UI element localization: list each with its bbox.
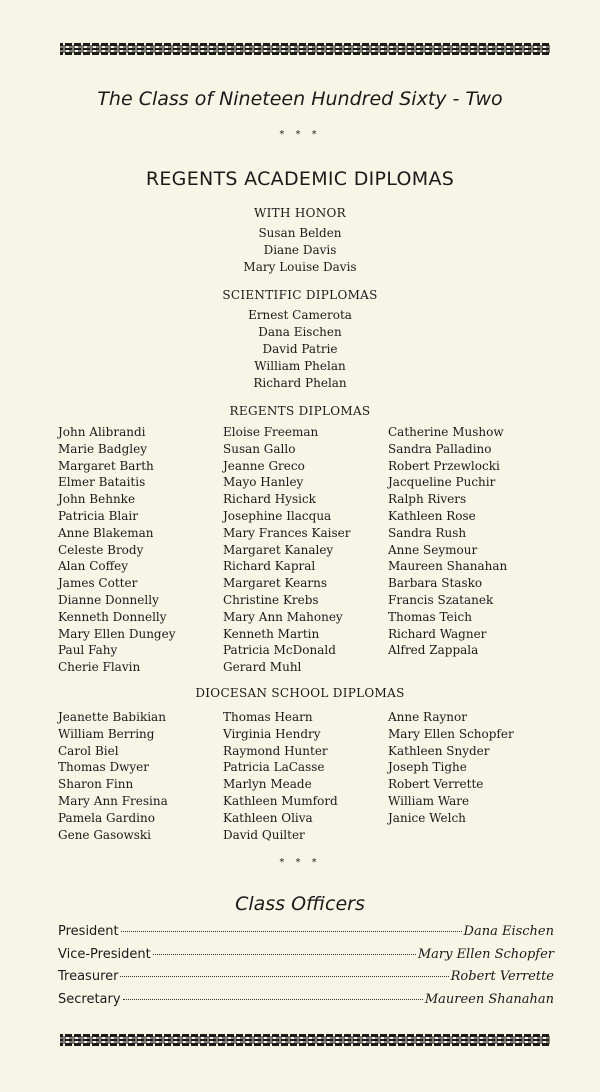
- graduate-name: Carol Biel: [58, 743, 119, 758]
- graduate-name: Janice Welch: [388, 810, 466, 825]
- regents-label: REGENTS DIPLOMAS: [229, 404, 371, 418]
- section-heading: REGENTS ACADEMIC DIPLOMAS: [145, 168, 455, 190]
- graduate-name: Sandra Palladino: [388, 441, 492, 456]
- graduate-name: Catherine Mushow: [388, 425, 504, 439]
- diocesan-label: DIOCESAN SCHOOL DIPLOMAS: [195, 686, 405, 700]
- graduate-name: Margaret Kearns: [223, 576, 328, 591]
- officer-name: Dana Eischen: [463, 924, 554, 939]
- graduate-name: Maureen Shanahan: [388, 559, 508, 574]
- graduate-name: William Ware: [388, 793, 470, 808]
- scientific-name: Dana Eischen: [258, 325, 342, 339]
- graduate-name: Kathleen Rose: [388, 508, 476, 523]
- graduate-name: Marie Badgley: [58, 441, 147, 456]
- graduate-name: Thomas Dwyer: [58, 760, 149, 775]
- officers-title: Class Officers: [235, 893, 365, 915]
- graduate-name: Sandra Rush: [388, 525, 467, 540]
- graduate-name: John Alibrandi: [58, 425, 146, 439]
- graduate-name: Sharon Finn: [58, 777, 134, 792]
- officer-row: [58, 947, 554, 970]
- graduate-name: Thomas Hearn: [223, 710, 313, 724]
- officer-role: Secretary: [58, 991, 121, 1007]
- page-title: The Class of Nineteen Hundred Sixty - Two: [97, 88, 503, 110]
- with-honor-section: [0, 205, 600, 276]
- leader-dots: [123, 999, 423, 1000]
- officer-row: [58, 969, 554, 992]
- graduate-name: Joseph Tighe: [388, 760, 467, 775]
- graduate-name: Marlyn Meade: [223, 777, 312, 792]
- graduate-name: Robert Verrette: [388, 777, 484, 792]
- graduate-name: Anne Raynor: [388, 710, 467, 724]
- graduate-name: Patricia LaCasse: [223, 760, 325, 775]
- diocesan-column-2: [223, 709, 338, 843]
- graduate-name: Paul Fahy: [58, 643, 118, 658]
- graduate-name: Josephine Ilacqua: [223, 508, 332, 523]
- graduate-name: Mary Frances Kaiser: [223, 525, 351, 540]
- officer-row: [58, 924, 554, 947]
- graduate-name: Margaret Barth: [58, 458, 154, 473]
- graduate-name: Mary Ellen Schopfer: [388, 726, 514, 741]
- graduate-name: Richard Hysick: [223, 492, 316, 507]
- graduate-name: Mayo Hanley: [223, 475, 304, 490]
- top-border-ornament: [60, 41, 550, 57]
- leader-dots: [121, 931, 462, 932]
- graduate-name: John Behnke: [58, 492, 136, 507]
- regents-column-2: [223, 424, 350, 676]
- graduate-name: Richard Kapral: [223, 559, 316, 574]
- scientific-section: [0, 287, 600, 392]
- graduate-name: Jeanette Babikian: [58, 710, 166, 724]
- graduate-name: Mary Ellen Dungey: [58, 626, 176, 641]
- separator-stars: * * *: [279, 129, 321, 140]
- graduate-name: Robert Przewlocki: [388, 458, 500, 473]
- graduate-name: Kathleen Oliva: [223, 810, 313, 825]
- graduate-name: David Quilter: [223, 827, 305, 842]
- graduate-name: Eloise Freeman: [223, 425, 319, 439]
- graduate-name: Gene Gasowski: [58, 827, 151, 842]
- with-honor-label: WITH HONOR: [253, 206, 347, 220]
- graduate-name: Pamela Gardino: [58, 810, 155, 825]
- graduate-name: Francis Szatanek: [388, 592, 494, 607]
- graduate-name: Kathleen Mumford: [223, 793, 338, 808]
- graduate-name: Alfred Zappala: [388, 643, 479, 658]
- officer-name: Mary Ellen Schopfer: [417, 946, 554, 962]
- graduate-name: Jacqueline Puchir: [388, 475, 496, 490]
- officer-name: Maureen Shanahan: [424, 991, 554, 1007]
- graduate-name: Anne Blakeman: [58, 525, 154, 540]
- scientific-name: Richard Phelan: [253, 376, 347, 390]
- scientific-label: SCIENTIFIC DIPLOMAS: [222, 288, 378, 302]
- graduate-name: Jeanne Greco: [223, 458, 305, 473]
- graduate-name: Barbara Stasko: [388, 576, 483, 591]
- graduate-name: Elmer Bataitis: [58, 475, 146, 490]
- graduate-name: Patricia Blair: [58, 508, 138, 523]
- graduate-name: Ralph Rivers: [388, 492, 467, 507]
- graduate-name: Celeste Brody: [58, 542, 144, 557]
- officer-role: President: [58, 924, 119, 939]
- graduate-name: Susan Gallo: [223, 441, 296, 456]
- honor-name: Mary Louise Davis: [243, 260, 357, 274]
- scientific-name: David Patrie: [262, 342, 338, 356]
- officer-role: Treasurer: [58, 969, 119, 984]
- scientific-name: Ernest Camerota: [248, 308, 352, 322]
- regents-column-1: [58, 424, 176, 676]
- officer-name: Robert Verrette: [450, 969, 554, 984]
- leader-dots: [153, 954, 416, 955]
- graduate-name: Christine Krebs: [223, 592, 319, 607]
- graduate-name: Patricia McDonald: [223, 643, 336, 658]
- officer-role: Vice-President: [58, 946, 151, 962]
- graduate-name: James Cotter: [58, 576, 138, 591]
- officers-list: [58, 924, 554, 1014]
- diocesan-column-3: [388, 709, 514, 827]
- graduate-name: Mary Ann Mahoney: [223, 609, 343, 624]
- graduate-name: Virginia Hendry: [223, 726, 321, 741]
- graduate-name: Kathleen Snyder: [388, 743, 490, 758]
- graduate-name: Dianne Donnelly: [58, 592, 159, 607]
- regents-column-3: [388, 424, 507, 659]
- graduate-name: Margaret Kanaley: [223, 542, 334, 557]
- graduate-name: Anne Seymour: [388, 542, 478, 557]
- graduate-name: Raymond Hunter: [223, 743, 328, 758]
- graduate-name: Gerard Muhl: [223, 660, 302, 675]
- leader-dots: [120, 976, 448, 977]
- graduate-name: Richard Wagner: [388, 626, 487, 641]
- graduate-name: Alan Coffey: [58, 559, 129, 574]
- graduate-name: Kenneth Martin: [223, 626, 320, 641]
- honor-name: Diane Davis: [263, 243, 337, 257]
- graduate-name: William Berring: [58, 726, 155, 741]
- graduate-name: Thomas Teich: [388, 609, 472, 624]
- graduate-name: Mary Ann Fresina: [58, 793, 168, 808]
- officer-row: [58, 992, 554, 1015]
- diocesan-column-1: [58, 709, 168, 843]
- graduate-name: Cherie Flavin: [58, 660, 141, 675]
- separator-stars: * * *: [279, 857, 321, 868]
- honor-name: Susan Belden: [258, 226, 342, 240]
- graduate-name: Kenneth Donnelly: [58, 609, 167, 624]
- bottom-border-ornament: [60, 1032, 550, 1048]
- scientific-name: William Phelan: [254, 359, 346, 373]
